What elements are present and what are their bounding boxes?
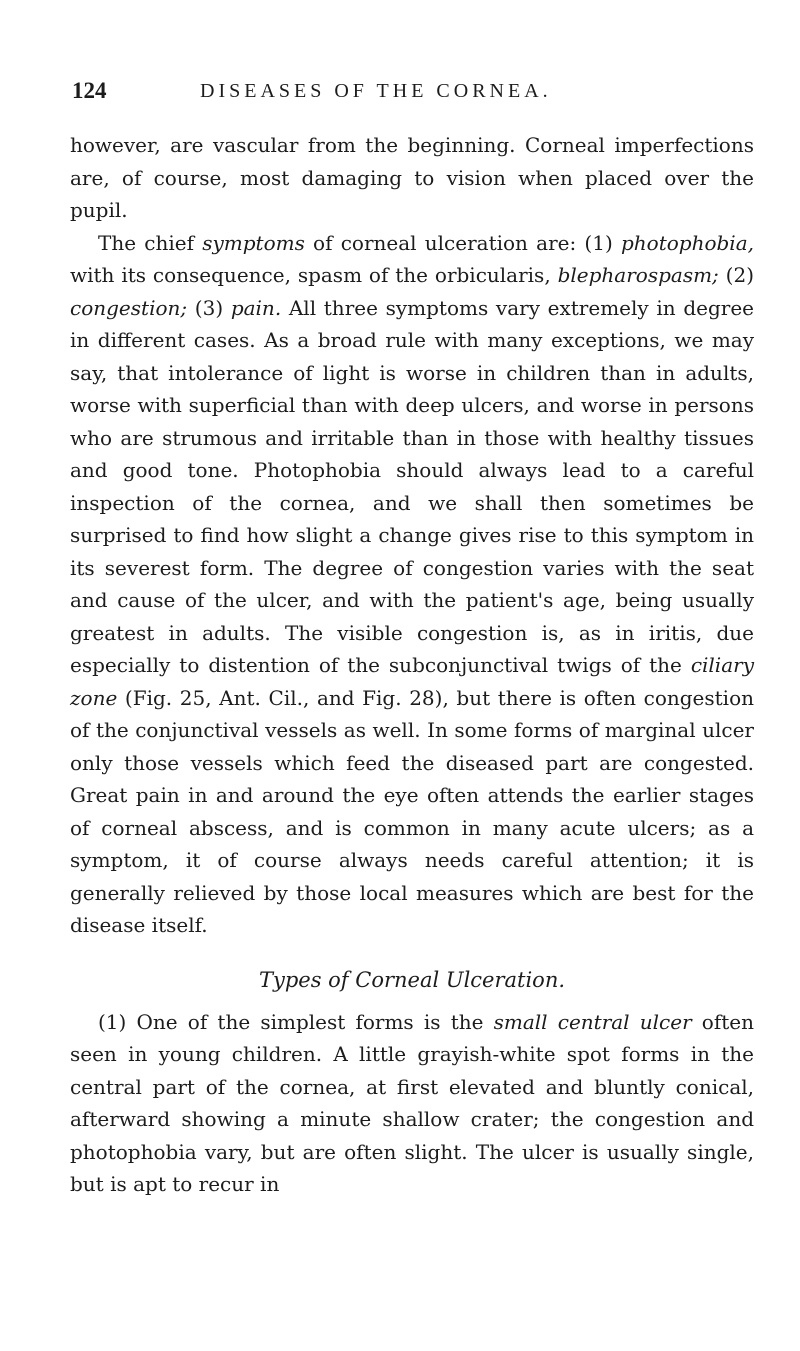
text-run: with its consequence, spasm of the orbicularis, bbox=[70, 263, 558, 287]
text-run: All three symptoms vary extremely in degree in different cases. As a broad rule with many exceptions, we may say, that intolerance of light is worse in children than in adults, worse with superficial than with deep ulcers, and worse in persons who are strumous and irritable than in those with healthy tissues and good tone. Photophobia should always lead to a careful inspection of the cornea, and we shall then sometimes be surprised to find how slight a change gives rise to this symptom in its severest form. The degree of congestion varies with the seat and cause of the ulcer, and with the patient's age, being usually greatest in adults. The visible congestion is, as in iritis, due especially to distention of the subconjunctival twigs of the bbox=[70, 295, 755, 677]
paragraph-symptoms bbox=[70, 227, 754, 942]
page-number: 124 bbox=[72, 78, 107, 103]
italic-term: small central ulcer bbox=[493, 1009, 692, 1034]
text-run: of corneal ulceration are: (1) bbox=[304, 230, 621, 255]
italic-term: blepharospasm; bbox=[557, 263, 719, 287]
italic-term: pain. bbox=[230, 295, 282, 320]
italic-term: photophobia, bbox=[620, 230, 754, 255]
italic-term: symptoms bbox=[202, 230, 305, 255]
text-run: (1) One of the simplest forms is the bbox=[98, 1009, 494, 1034]
paragraph-types bbox=[70, 1006, 754, 1201]
section-heading: Types of Corneal Ulceration. bbox=[258, 967, 566, 992]
text-run: often seen in young children. A little grayish-white spot forms in the central part of the cornea, at first elevated and bluntly conical, afterward showing a minute shallow crater; the congestion and photophobia vary, but are often slight. The ulcer is usually single, but is apt to recur in bbox=[70, 1009, 754, 1196]
italic-term: ciliary zone bbox=[70, 653, 754, 710]
page-body bbox=[70, 129, 754, 1201]
running-head: DISEASES OF THE CORNEA. bbox=[200, 80, 552, 102]
text-run: (3) bbox=[187, 295, 231, 320]
paragraph-1: however, are vascular from the beginning. Corneal imperfections are, of course, most damaging to vision when placed over the pupil. bbox=[70, 133, 754, 222]
text-run: The chief bbox=[98, 230, 203, 255]
text-run: (Fig. 25, Ant. Cil., and Fig. 28), but there is often congestion of the conjunctival vessels as well. In some forms of marginal ulcer only those vessels which feed the diseased part are congested. Great pain in and around the eye often attends the earlier stages of corneal abscess, and is common in many acute ulcers; as a symptom, it of course always needs careful attention; it is generally relieved by those local measures which are best for the disease itself. bbox=[70, 685, 754, 937]
text-run: (2) bbox=[718, 263, 754, 287]
italic-term: congestion; bbox=[70, 295, 188, 320]
page-header bbox=[70, 78, 754, 114]
